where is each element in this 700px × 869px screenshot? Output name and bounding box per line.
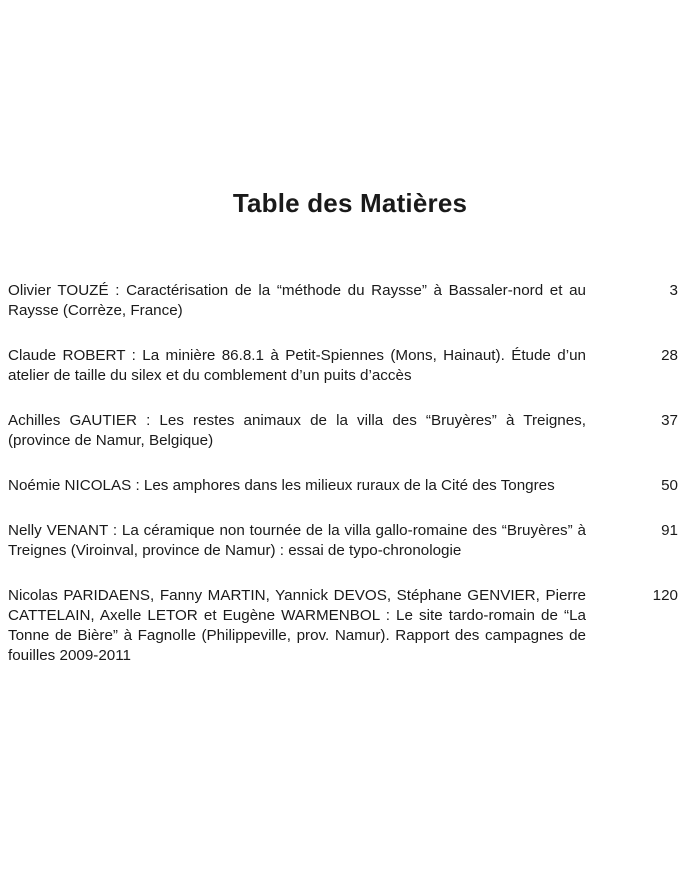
toc-entry-page-number: 120 [652,587,678,604]
table-of-contents [8,281,678,691]
toc-entry-page-number: 28 [661,347,678,364]
toc-entry-page-number: 50 [661,477,678,494]
toc-entry[interactable] [8,476,678,496]
toc-entry-text: Noémie NICOLAS : Les amphores dans les milieux ruraux de la Cité des Tongres [8,477,555,494]
toc-entry-text: Nicolas PARIDAENS, Fanny MARTIN, Yannick DEVOS, Stéphane GENVIER, Pierre CATTELAIN, Axelle LETOR et Eugène WARMENBOL : Le site tardo-romain de “La Tonne de Bière” à Fagnolle (Philippeville, prov. Namur). Rapport des campagnes de fouilles 2009-2011 [8,587,586,664]
toc-entry-text: Olivier TOUZÉ : Caractérisation de la “méthode du Raysse” à Bassaler-nord et au Raysse (Corrèze, France) [8,282,586,319]
toc-entry[interactable] [8,586,678,666]
toc-entry[interactable] [8,346,678,386]
toc-entry-text: Achilles GAUTIER : Les restes animaux de la villa des “Bruyères” à Treignes, (province de Namur, Belgique) [8,412,586,449]
toc-entry[interactable] [8,521,678,561]
toc-entry-text: Nelly VENANT : La céramique non tournée de la villa gallo-romaine des “Bruyères” à Treignes (Viroinval, province de Namur) : essai de typo-chronologie [8,522,586,559]
toc-entry-page-number: 91 [661,522,678,539]
toc-entry-page-number: 3 [669,282,678,299]
toc-entry-text: Claude ROBERT : La minière 86.8.1 à Petit-Spiennes (Mons, Hainaut). Étude d’un atelier de taille du silex et du comblement d’un puits d’accès [8,347,586,384]
toc-entry[interactable] [8,281,678,321]
toc-entry[interactable] [8,411,678,451]
page-title: Table des Matières [232,188,468,218]
toc-entry-page-number: 37 [661,412,678,429]
